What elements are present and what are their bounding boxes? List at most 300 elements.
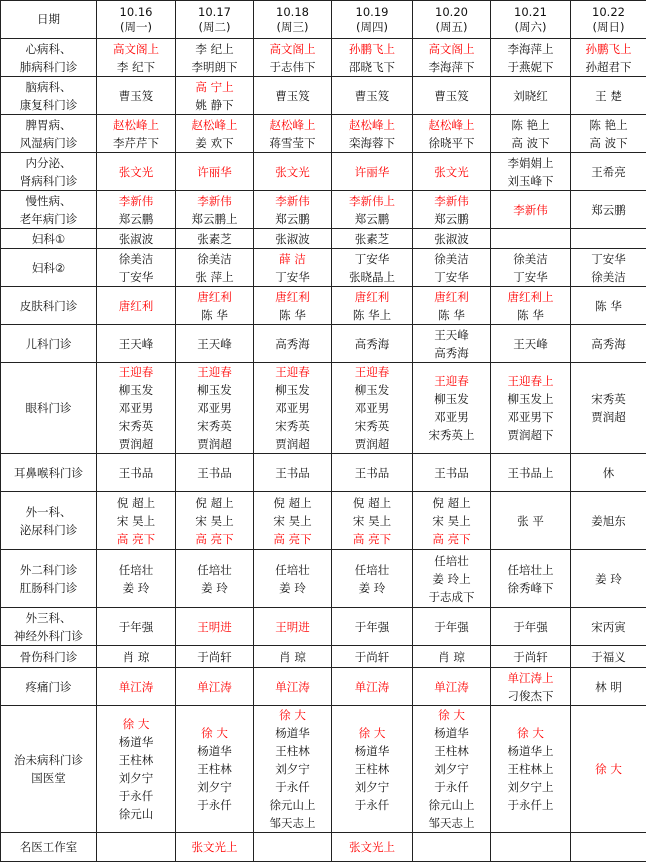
- table-row: [1, 668, 646, 706]
- table-row: [1, 454, 646, 492]
- schedule-cell: [491, 833, 571, 862]
- doctor-name: 刘夕宁: [97, 769, 175, 787]
- doctor-name: 李新伟: [176, 192, 253, 210]
- doctor-name: 王天峰: [97, 335, 175, 353]
- department-cell: [1, 550, 97, 608]
- doctor-name: 李海萍下: [413, 58, 490, 76]
- doctor-name: 张素芝: [332, 230, 412, 248]
- doctor-name: 杨道华: [413, 724, 490, 742]
- doctor-name: 王书品: [332, 464, 412, 482]
- doctor-name: 杨道华: [97, 733, 175, 751]
- doctor-name: 姜 玲: [332, 579, 412, 597]
- doctor-name: 宋丙寅: [571, 618, 646, 636]
- day-date: 10.21: [514, 5, 547, 19]
- doctor-name: 刘夕宁: [176, 778, 253, 796]
- doctor-name: 丁安华: [97, 268, 175, 286]
- department-name: 治未病科门诊: [14, 753, 83, 767]
- table-row: [1, 492, 646, 550]
- doctor-name: 贾润超: [571, 408, 646, 426]
- day-weekday: (周二): [199, 20, 231, 34]
- schedule-cell: [332, 325, 413, 363]
- doctor-name: 柳玉发: [176, 381, 253, 399]
- department-name: 脾胃病、: [26, 118, 72, 132]
- doctor-name: 李明朗下: [176, 58, 253, 76]
- day-header: [332, 1, 413, 39]
- department-cell: [1, 608, 97, 646]
- doctor-name: 杨道华: [332, 742, 412, 760]
- schedule-cell: [491, 287, 571, 325]
- doctor-name: 刘夕宁: [413, 760, 490, 778]
- doctor-name: 于永仟: [413, 778, 490, 796]
- day-header: [254, 1, 332, 39]
- doctor-name: 贾润超: [176, 435, 253, 453]
- doctor-name: 张素芝: [176, 230, 253, 248]
- doctor-name: 王天峰: [491, 335, 570, 353]
- day-date: 10.20: [435, 5, 468, 19]
- schedule-cell: [413, 550, 491, 608]
- doctor-name: 王 楚: [571, 87, 646, 105]
- department-name: 眼科门诊: [26, 401, 72, 415]
- schedule-cell: [332, 706, 413, 833]
- schedule-cell: [491, 706, 571, 833]
- day-date: 10.19: [356, 5, 389, 19]
- doctor-name: 休: [571, 464, 646, 482]
- day-header: [571, 1, 646, 39]
- schedule-cell: [413, 229, 491, 249]
- doctor-name: 倪 超上: [176, 494, 253, 512]
- doctor-name: 于永仟上: [491, 796, 570, 814]
- doctor-name: 王书品: [97, 464, 175, 482]
- doctor-name: 宋秀英: [332, 417, 412, 435]
- day-date: 10.22: [592, 5, 625, 19]
- table-row: [1, 153, 646, 191]
- doctor-name: 徐美洁: [491, 250, 570, 268]
- doctor-name: 贾润超: [332, 435, 412, 453]
- doctor-name: 郑云鹏: [571, 201, 646, 219]
- schedule-cell: [254, 115, 332, 153]
- doctor-name: 王柱林上: [491, 760, 570, 778]
- schedule-cell: [332, 608, 413, 646]
- doctor-name: 唐红利上: [491, 288, 570, 306]
- doctor-name: 王书品: [176, 464, 253, 482]
- doctor-name: 高 亮下: [176, 530, 253, 548]
- schedule-cell: [491, 608, 571, 646]
- schedule-cell: [254, 249, 332, 287]
- doctor-name: 宋秀英: [176, 417, 253, 435]
- doctor-name: 唐红利: [97, 297, 175, 315]
- doctor-name: 徐 大: [254, 706, 331, 724]
- doctor-name: 徐 大: [176, 724, 253, 742]
- schedule-cell: [491, 115, 571, 153]
- department-name: 国医堂: [31, 771, 66, 785]
- doctor-name: 宋 昊上: [254, 512, 331, 530]
- schedule-cell: [254, 363, 332, 454]
- doctor-name: 于志伟下: [254, 58, 331, 76]
- table-row: [1, 191, 646, 229]
- doctor-name: 陈 华上: [332, 306, 412, 324]
- department-cell: [1, 191, 97, 229]
- doctor-name: 高 亮下: [413, 530, 490, 548]
- doctor-name: 杨道华: [254, 724, 331, 742]
- schedule-cell: [176, 115, 254, 153]
- table-row: [1, 706, 646, 833]
- day-date: 10.18: [276, 5, 309, 19]
- doctor-name: 陈 艳上: [491, 116, 570, 134]
- doctor-name: 张文光: [97, 163, 175, 181]
- doctor-name: 丁安华: [413, 268, 490, 286]
- doctor-name: 李海萍上: [491, 40, 570, 58]
- doctor-name: 王迎春上: [491, 372, 570, 390]
- schedule-cell: [97, 153, 176, 191]
- schedule-cell: [413, 608, 491, 646]
- doctor-name: 高秀海: [254, 335, 331, 353]
- schedule-cell: [176, 363, 254, 454]
- doctor-name: 柳玉发: [97, 381, 175, 399]
- schedule-cell: [176, 229, 254, 249]
- day-date: 10.17: [198, 5, 231, 19]
- doctor-name: 许丽华: [176, 163, 253, 181]
- doctor-name: 肖 琼: [413, 648, 490, 666]
- doctor-name: 李芹芹下: [97, 134, 175, 152]
- doctor-name: 王书品: [413, 464, 490, 482]
- doctor-name: 王迎春: [97, 363, 175, 381]
- doctor-name: 李 纪上: [176, 40, 253, 58]
- doctor-name: 陈 华: [413, 306, 490, 324]
- schedule-cell: [254, 608, 332, 646]
- schedule-cell: [332, 229, 413, 249]
- schedule-cell: [97, 39, 176, 77]
- schedule-cell: [491, 492, 571, 550]
- doctor-name: 高秀海: [413, 344, 490, 362]
- schedule-cell: [176, 287, 254, 325]
- doctor-name: 高 亮下: [97, 530, 175, 548]
- department-name: 妇科①: [32, 232, 65, 246]
- department-name: 内分泌、: [26, 156, 72, 170]
- schedule-cell: [176, 153, 254, 191]
- schedule-cell: [176, 454, 254, 492]
- doctor-name: 丁安华: [491, 268, 570, 286]
- doctor-name: 张淑波: [413, 230, 490, 248]
- doctor-name: 于年强: [332, 618, 412, 636]
- doctor-name: 宋 昊上: [332, 512, 412, 530]
- department-cell: [1, 153, 97, 191]
- schedule-cell: [332, 833, 413, 862]
- doctor-name: 姜 欢下: [176, 134, 253, 152]
- doctor-name: 陈 华: [176, 306, 253, 324]
- doctor-name: 柳玉发: [413, 390, 490, 408]
- doctor-name: 宋 昊上: [413, 512, 490, 530]
- schedule-cell: [413, 39, 491, 77]
- schedule-cell: [571, 550, 646, 608]
- doctor-name: 于福义: [571, 648, 646, 666]
- doctor-name: 徐秀峰下: [491, 579, 570, 597]
- doctor-name: 刘夕宁上: [491, 778, 570, 796]
- doctor-name: 邓亚男: [332, 399, 412, 417]
- doctor-name: 任培壮: [254, 561, 331, 579]
- schedule-cell: [571, 287, 646, 325]
- doctor-name: 于永仟: [176, 796, 253, 814]
- doctor-name: 高 波下: [571, 134, 646, 152]
- schedule-cell: [413, 706, 491, 833]
- schedule-body: [1, 39, 646, 862]
- doctor-name: 郑云鹏: [332, 210, 412, 228]
- department-cell: [1, 492, 97, 550]
- doctor-name: 唐红利: [332, 288, 412, 306]
- schedule-cell: [176, 833, 254, 862]
- schedule-cell: [413, 646, 491, 668]
- schedule-cell: [571, 492, 646, 550]
- doctor-name: 邵晓飞下: [332, 58, 412, 76]
- doctor-name: 孙鹏飞上: [332, 40, 412, 58]
- doctor-name: 赵松峰上: [332, 116, 412, 134]
- schedule-cell: [413, 77, 491, 115]
- schedule-cell: [491, 249, 571, 287]
- schedule-cell: [571, 191, 646, 229]
- doctor-name: 王迎春: [176, 363, 253, 381]
- doctor-name: 姜 玲: [254, 579, 331, 597]
- department-name: 老年病门诊: [20, 212, 78, 226]
- doctor-name: 高 波下: [491, 134, 570, 152]
- doctor-name: 贾润超: [97, 435, 175, 453]
- doctor-name: 李新伟上: [332, 192, 412, 210]
- day-date: 10.16: [120, 5, 153, 19]
- schedule-cell: [254, 39, 332, 77]
- doctor-name: 徐 大: [571, 760, 646, 778]
- doctor-name: 于永仟: [97, 787, 175, 805]
- schedule-cell: [571, 454, 646, 492]
- schedule-cell: [254, 229, 332, 249]
- doctor-name: 宋秀英上: [413, 426, 490, 444]
- doctor-name: 李新伟: [491, 201, 570, 219]
- table-row: [1, 39, 646, 77]
- schedule-cell: [332, 492, 413, 550]
- doctor-name: 刘玉峰下: [491, 172, 570, 190]
- doctor-name: 王柱林: [413, 742, 490, 760]
- doctor-name: 高 宁上: [176, 78, 253, 96]
- doctor-name: 曹玉笈: [413, 87, 490, 105]
- doctor-name: 徐 大: [332, 724, 412, 742]
- doctor-name: 张文光上: [332, 838, 412, 856]
- doctor-name: 单江涛: [97, 678, 175, 696]
- schedule-cell: [97, 706, 176, 833]
- schedule-cell: [97, 287, 176, 325]
- schedule-cell: [332, 287, 413, 325]
- doctor-name: 曹玉笈: [97, 87, 175, 105]
- doctor-name: 邓亚男下: [491, 408, 570, 426]
- doctor-name: 张晓晶上: [332, 268, 412, 286]
- schedule-cell: [413, 325, 491, 363]
- doctor-name: 单江涛: [413, 678, 490, 696]
- doctor-name: 赵松峰上: [97, 116, 175, 134]
- schedule-cell: [254, 646, 332, 668]
- doctor-name: 单江涛: [254, 678, 331, 696]
- table-row: [1, 229, 646, 249]
- doctor-name: 任培壮: [413, 552, 490, 570]
- schedule-cell: [491, 325, 571, 363]
- doctor-name: 邓亚男: [97, 399, 175, 417]
- doctor-name: 姜 玲上: [413, 570, 490, 588]
- schedule-cell: [176, 249, 254, 287]
- table-row: [1, 249, 646, 287]
- doctor-name: 高 亮下: [332, 530, 412, 548]
- schedule-cell: [176, 492, 254, 550]
- doctor-name: 柳玉发上: [491, 390, 570, 408]
- doctor-name: 柳玉发: [254, 381, 331, 399]
- doctor-name: 唐红利: [413, 288, 490, 306]
- schedule-cell: [413, 833, 491, 862]
- schedule-cell: [491, 550, 571, 608]
- doctor-name: 郑云鹏: [97, 210, 175, 228]
- doctor-name: 任培壮: [332, 561, 412, 579]
- schedule-cell: [332, 550, 413, 608]
- department-cell: [1, 833, 97, 862]
- doctor-name: 高文阁上: [413, 40, 490, 58]
- department-cell: [1, 706, 97, 833]
- doctor-name: 张文光上: [176, 838, 253, 856]
- doctor-name: 于永仟: [254, 778, 331, 796]
- day-weekday: (周三): [277, 20, 309, 34]
- schedule-cell: [254, 325, 332, 363]
- doctor-name: 于尚轩: [176, 648, 253, 666]
- department-cell: [1, 325, 97, 363]
- schedule-cell: [97, 492, 176, 550]
- day-header: [413, 1, 491, 39]
- doctor-name: 宋 昊上: [97, 512, 175, 530]
- schedule-cell: [176, 646, 254, 668]
- table-row: [1, 833, 646, 862]
- doctor-name: 徐元山上: [254, 796, 331, 814]
- doctor-name: 李 纪下: [97, 58, 175, 76]
- doctor-name: 单江涛: [332, 678, 412, 696]
- doctor-name: 徐晓平下: [413, 134, 490, 152]
- schedule-cell: [491, 646, 571, 668]
- doctor-name: 王明进: [254, 618, 331, 636]
- doctor-name: 张淑波: [97, 230, 175, 248]
- schedule-cell: [254, 191, 332, 229]
- day-weekday: (周一): [120, 20, 152, 34]
- doctor-name: 王迎春: [254, 363, 331, 381]
- doctor-name: 赵松峰上: [176, 116, 253, 134]
- doctor-name: 徐元山: [97, 805, 175, 823]
- schedule-cell: [176, 325, 254, 363]
- schedule-cell: [176, 39, 254, 77]
- department-name: 肛肠科门诊: [20, 581, 78, 595]
- doctor-name: 任培壮: [97, 561, 175, 579]
- schedule-cell: [254, 77, 332, 115]
- doctor-name: 陈 华: [491, 306, 570, 324]
- doctor-name: 王迎春: [332, 363, 412, 381]
- schedule-cell: [413, 287, 491, 325]
- doctor-name: 柳玉发: [332, 381, 412, 399]
- doctor-name: 陈 华: [254, 306, 331, 324]
- doctor-name: 刘夕宁: [332, 778, 412, 796]
- doctor-name: 蒋雪莹下: [254, 134, 331, 152]
- department-cell: [1, 115, 97, 153]
- doctor-name: 许丽华: [332, 163, 412, 181]
- day-weekday: (周六): [515, 20, 547, 34]
- schedule-cell: [332, 668, 413, 706]
- schedule-cell: [491, 191, 571, 229]
- doctor-name: 赵松峰上: [413, 116, 490, 134]
- schedule-cell: [332, 646, 413, 668]
- date-label-header: 日期: [1, 1, 97, 39]
- schedule-cell: [97, 833, 176, 862]
- schedule-cell: [491, 363, 571, 454]
- schedule-cell: [332, 77, 413, 115]
- schedule-cell: [332, 454, 413, 492]
- department-name: 脑病科、: [26, 80, 72, 94]
- doctor-name: 王柱林: [176, 760, 253, 778]
- doctor-name: 王天峰: [176, 335, 253, 353]
- doctor-name: 王书品上: [491, 464, 570, 482]
- doctor-name: 于年强: [97, 618, 175, 636]
- doctor-name: 于燕妮下: [491, 58, 570, 76]
- doctor-name: 郑云鹏: [254, 210, 331, 228]
- doctor-name: 薛 洁: [254, 250, 331, 268]
- day-weekday: (周五): [436, 20, 468, 34]
- doctor-name: 唐红利: [176, 288, 253, 306]
- table-row: [1, 287, 646, 325]
- schedule-cell: [254, 706, 332, 833]
- day-header: [176, 1, 254, 39]
- schedule-cell: [332, 153, 413, 191]
- doctor-name: 高文阁上: [254, 40, 331, 58]
- doctor-name: 栾海蓉下: [332, 134, 412, 152]
- doctor-name: 宋秀英: [571, 390, 646, 408]
- doctor-name: 徐美洁: [413, 250, 490, 268]
- doctor-name: 丁安华: [254, 268, 331, 286]
- schedule-cell: [97, 646, 176, 668]
- department-name: 风湿病门诊: [20, 136, 78, 150]
- doctor-name: 于尚轩: [491, 648, 570, 666]
- doctor-name: 王天峰: [413, 326, 490, 344]
- department-name: 肺病科门诊: [20, 60, 78, 74]
- schedule-cell: [254, 287, 332, 325]
- doctor-name: 单江涛: [176, 678, 253, 696]
- doctor-name: 郑云鹏上: [176, 210, 253, 228]
- doctor-name: 徐美洁: [176, 250, 253, 268]
- doctor-name: 陈 华: [571, 297, 646, 315]
- department-name: 骨伤科门诊: [20, 650, 78, 664]
- doctor-name: 张文光: [413, 163, 490, 181]
- schedule-cell: [332, 115, 413, 153]
- table-row: [1, 363, 646, 454]
- doctor-name: 唐红利: [254, 288, 331, 306]
- doctor-name: 姜 玲: [571, 570, 646, 588]
- schedule-cell: [97, 668, 176, 706]
- schedule-cell: [413, 115, 491, 153]
- schedule-cell: [571, 77, 646, 115]
- department-name: 神经外科门诊: [14, 629, 83, 643]
- schedule-cell: [413, 668, 491, 706]
- schedule-cell: [97, 249, 176, 287]
- doctor-name: 王柱林: [254, 742, 331, 760]
- schedule-cell: [413, 492, 491, 550]
- doctor-name: 肖 琼: [97, 648, 175, 666]
- schedule-cell: [254, 492, 332, 550]
- day-header: [491, 1, 571, 39]
- schedule-cell: [413, 454, 491, 492]
- doctor-name: 邓亚男: [254, 399, 331, 417]
- doctor-name: 王柱林: [332, 760, 412, 778]
- doctor-name: 王希亮: [571, 163, 646, 181]
- table-row: [1, 550, 646, 608]
- doctor-name: 李娟娟上: [491, 154, 570, 172]
- schedule-cell: [491, 77, 571, 115]
- schedule-cell: [571, 153, 646, 191]
- doctor-name: 刘夕宁: [254, 760, 331, 778]
- department-name: 妇科②: [32, 261, 65, 275]
